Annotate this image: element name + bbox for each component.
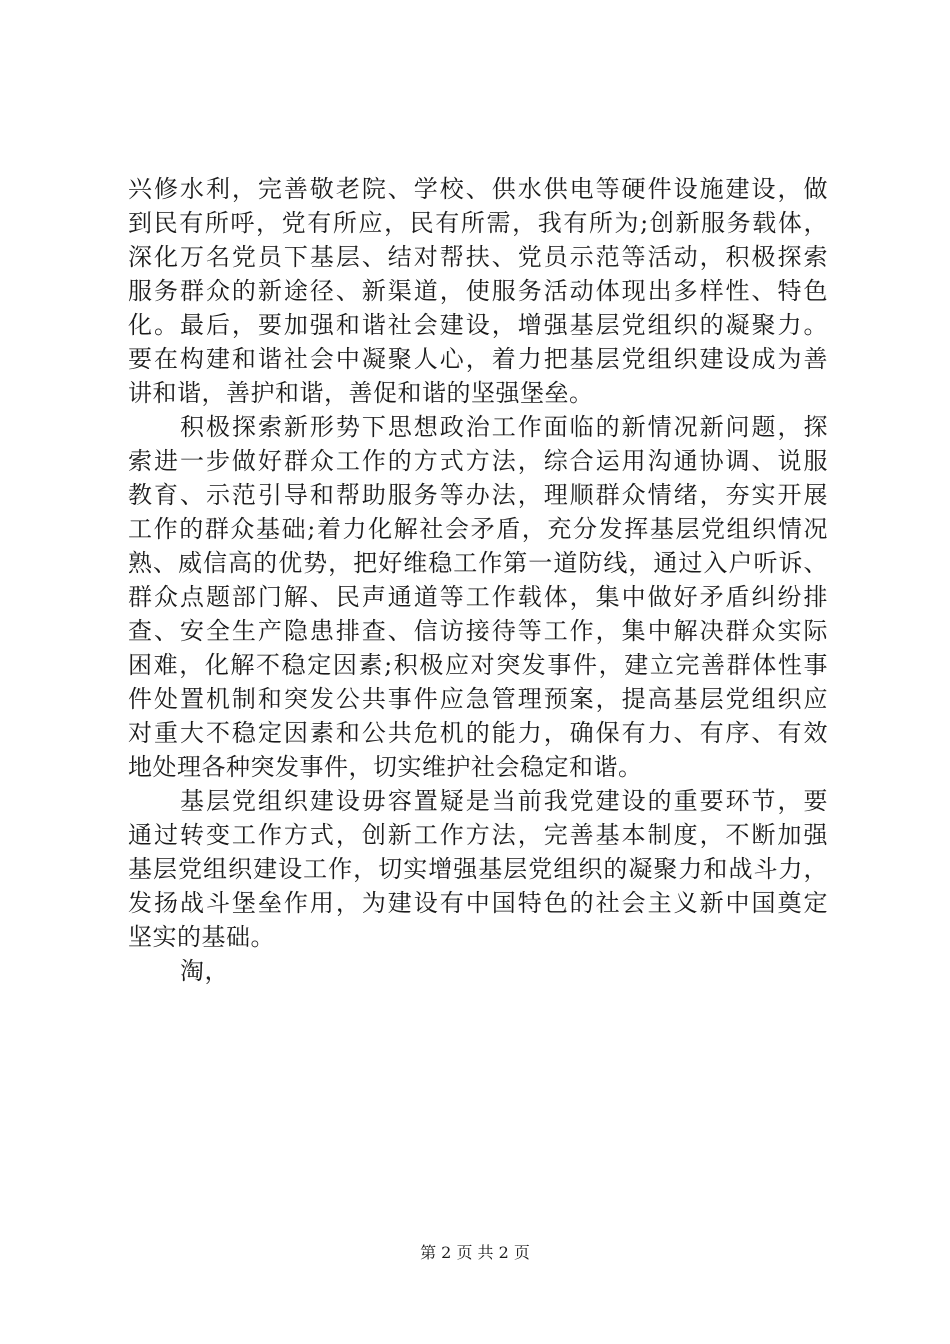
text-line: 淘，: [180, 957, 229, 985]
text-line: 件处置机制和突发公共事件应急管理预案，提高基层党组织应: [128, 685, 828, 713]
paragraph-4: [128, 954, 828, 988]
text-line: 工作的群众基础;着力化解社会矛盾，充分发挥基层党组织情况: [128, 515, 828, 543]
paragraph-2: [128, 410, 828, 784]
text-line: 基层党组织建设毋容置疑是当前我党建设的重要环节，要: [180, 787, 828, 815]
page-number-label: 第 2 页 共 2 页: [420, 1243, 530, 1262]
text-line: 基层党组织建设工作，切实增强基层党组织的凝聚力和战斗力，: [128, 855, 828, 883]
text-line: 困难，化解不稳定因素;积极应对突发事件，建立完善群体性事: [128, 651, 828, 679]
paragraph-1: [128, 172, 828, 410]
paragraph-3: [128, 784, 828, 954]
text-line: 讲和谐，善护和谐，善促和谐的坚强堡垒。: [128, 379, 594, 407]
text-line: 索进一步做好群众工作的方式方法，综合运用沟通协调、说服: [128, 447, 828, 475]
text-line: 对重大不稳定因素和公共危机的能力，确保有力、有序、有效: [128, 719, 828, 747]
document-body: [128, 172, 828, 988]
text-line: 化。最后，要加强和谐社会建设，增强基层党组织的凝聚力。: [128, 311, 828, 339]
text-line: 坚实的基础。: [128, 923, 275, 951]
text-line: 深化万名党员下基层、结对帮扶、党员示范等活动，积极探索: [128, 243, 828, 271]
text-line: 群众点题部门解、民声通道等工作载体，集中做好矛盾纠纷排: [128, 583, 828, 611]
text-line: 到民有所呼，党有所应，民有所需，我有所为;创新服务载体，: [128, 209, 828, 237]
page-footer: [0, 1242, 950, 1264]
text-line: 积极探索新形势下思想政治工作面临的新情况新问题，探: [180, 413, 828, 441]
text-line: 查、安全生产隐患排查、信访接待等工作，集中解决群众实际: [128, 617, 828, 645]
text-line: 发扬战斗堡垒作用，为建设有中国特色的社会主义新中国奠定: [128, 889, 828, 917]
text-line: 熟、威信高的优势，把好维稳工作第一道防线，通过入户听诉、: [128, 549, 828, 577]
text-line: 要在构建和谐社会中凝聚人心，着力把基层党组织建设成为善: [128, 345, 828, 373]
text-line: 通过转变工作方式，创新工作方法，完善基本制度，不断加强: [128, 821, 828, 849]
text-line: 教育、示范引导和帮助服务等办法，理顺群众情绪，夯实开展: [128, 481, 828, 509]
text-line: 服务群众的新途径、新渠道，使服务活动体现出多样性、特色: [128, 277, 828, 305]
text-line: 兴修水利，完善敬老院、学校、供水供电等硬件设施建设，做: [128, 175, 828, 203]
text-line: 地处理各种突发事件，切实维护社会稳定和谐。: [128, 753, 643, 781]
